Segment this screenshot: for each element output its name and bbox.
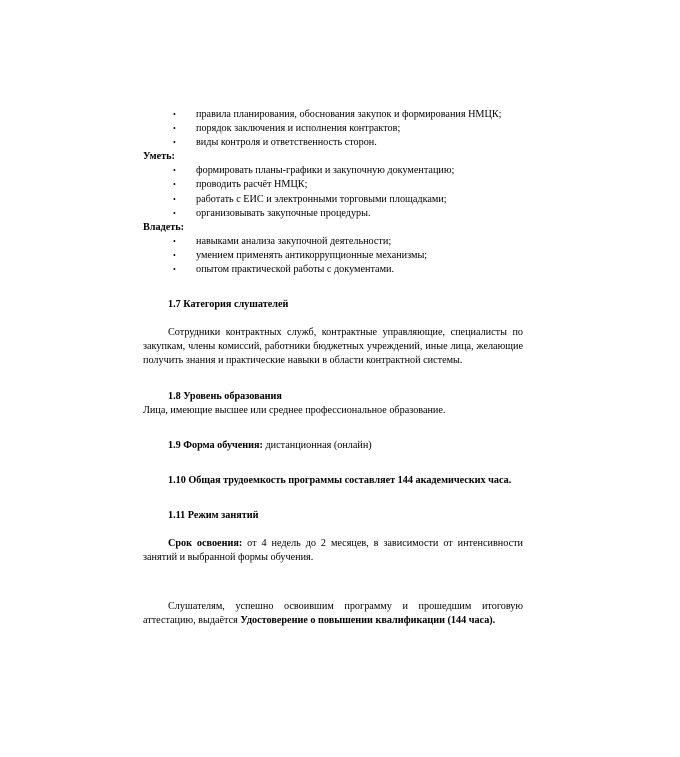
bullet-icon: • (173, 138, 176, 148)
spacer (143, 565, 523, 586)
spacer (143, 453, 523, 474)
document-content (143, 108, 523, 628)
closing-emphasis-text: Удостоверение о повышении квалификации (144 часа). (240, 615, 496, 627)
section-heading-1-11: 1.11 Режим занятий (168, 509, 259, 521)
list-item-text: работать с ЕИС и электронными торговыми площадками; (196, 193, 447, 205)
closing-paragraph (143, 600, 523, 628)
bullet-icon: • (173, 208, 176, 218)
list-item (143, 207, 523, 221)
list-item (143, 108, 523, 122)
spacer (143, 369, 523, 390)
spacer (143, 277, 523, 298)
bullet-icon: • (173, 166, 176, 176)
section-value-1-9: дистанционная (онлайн) (262, 439, 372, 451)
term-label: Срок освоения: (168, 537, 243, 549)
mastery-bullet-list (143, 235, 523, 277)
skills-label: Уметь: (143, 151, 175, 163)
list-item-text: виды контроля и ответственность сторон. (196, 137, 377, 149)
list-item-text: опытом практической работы с документами. (196, 264, 395, 276)
mastery-label: Владеть: (143, 221, 185, 233)
spacer (143, 488, 523, 509)
term-description: от 4 недель до 2 месяцев, в зависимости от интенсивности занятий и выбранной формы обучения. (143, 537, 523, 564)
closing-lead-text: Слушателям, успешно освоившим программу и прошедшим итоговую аттестацию, выдаётся (143, 601, 523, 627)
list-item (143, 263, 523, 277)
list-item (143, 235, 523, 249)
section-body-1-10: 1.10 Общая трудоемкость программы составляет 144 академических часа. (168, 474, 512, 486)
list-item-text: правила планирования, обоснования закупок и формирования НМЦК; (196, 109, 502, 120)
section-heading-1-7: 1.7 Категория слушателей (168, 299, 289, 311)
list-item (143, 136, 523, 150)
bullet-icon: • (173, 265, 176, 275)
bullet-icon: • (173, 124, 176, 134)
section-body-1-11 (143, 537, 523, 565)
bullet-icon: • (173, 236, 176, 246)
list-item (143, 249, 523, 263)
bullet-icon: • (173, 194, 176, 204)
list-item (143, 164, 523, 178)
list-item-text: порядок заключения и исполнения контрактов; (196, 123, 401, 135)
spacer (143, 586, 523, 600)
spacer (143, 312, 523, 326)
knowledge-bullet-list (143, 108, 523, 150)
section-line-1-9 (143, 439, 523, 453)
bullet-icon: • (173, 180, 176, 190)
bullet-icon: • (173, 110, 176, 119)
skills-bullet-list (143, 164, 523, 220)
list-item-text: навыками анализа закупочной деятельности; (196, 235, 392, 247)
spacer (143, 523, 523, 537)
section-label-1-9: 1.9 Форма обучения: (168, 439, 263, 451)
list-item-text: формировать планы-графики и закупочную документацию; (196, 165, 455, 177)
list-item (143, 193, 523, 207)
section-body-1-7: Сотрудники контрактных служб, контрактные управляющие, специалисты по закупкам, члены комиссий, работники бюджетных учреждений, иные лица, желающие получить знания и практические навыки в области контрактной системы. (143, 327, 523, 367)
spacer (143, 418, 523, 439)
section-heading-1-8: 1.8 Уровень образования (168, 390, 282, 402)
section-body-1-8: Лица, имеющие высшее или среднее профессиональное образование. (143, 404, 446, 416)
list-item (143, 178, 523, 192)
list-item-text: проводить расчёт НМЦК; (196, 179, 308, 191)
list-item-text: организовывать закупочные процедуры. (196, 207, 371, 219)
bullet-icon: • (173, 250, 176, 260)
list-item (143, 122, 523, 136)
list-item-text: умением применять антикоррупционные механизмы; (196, 249, 428, 261)
